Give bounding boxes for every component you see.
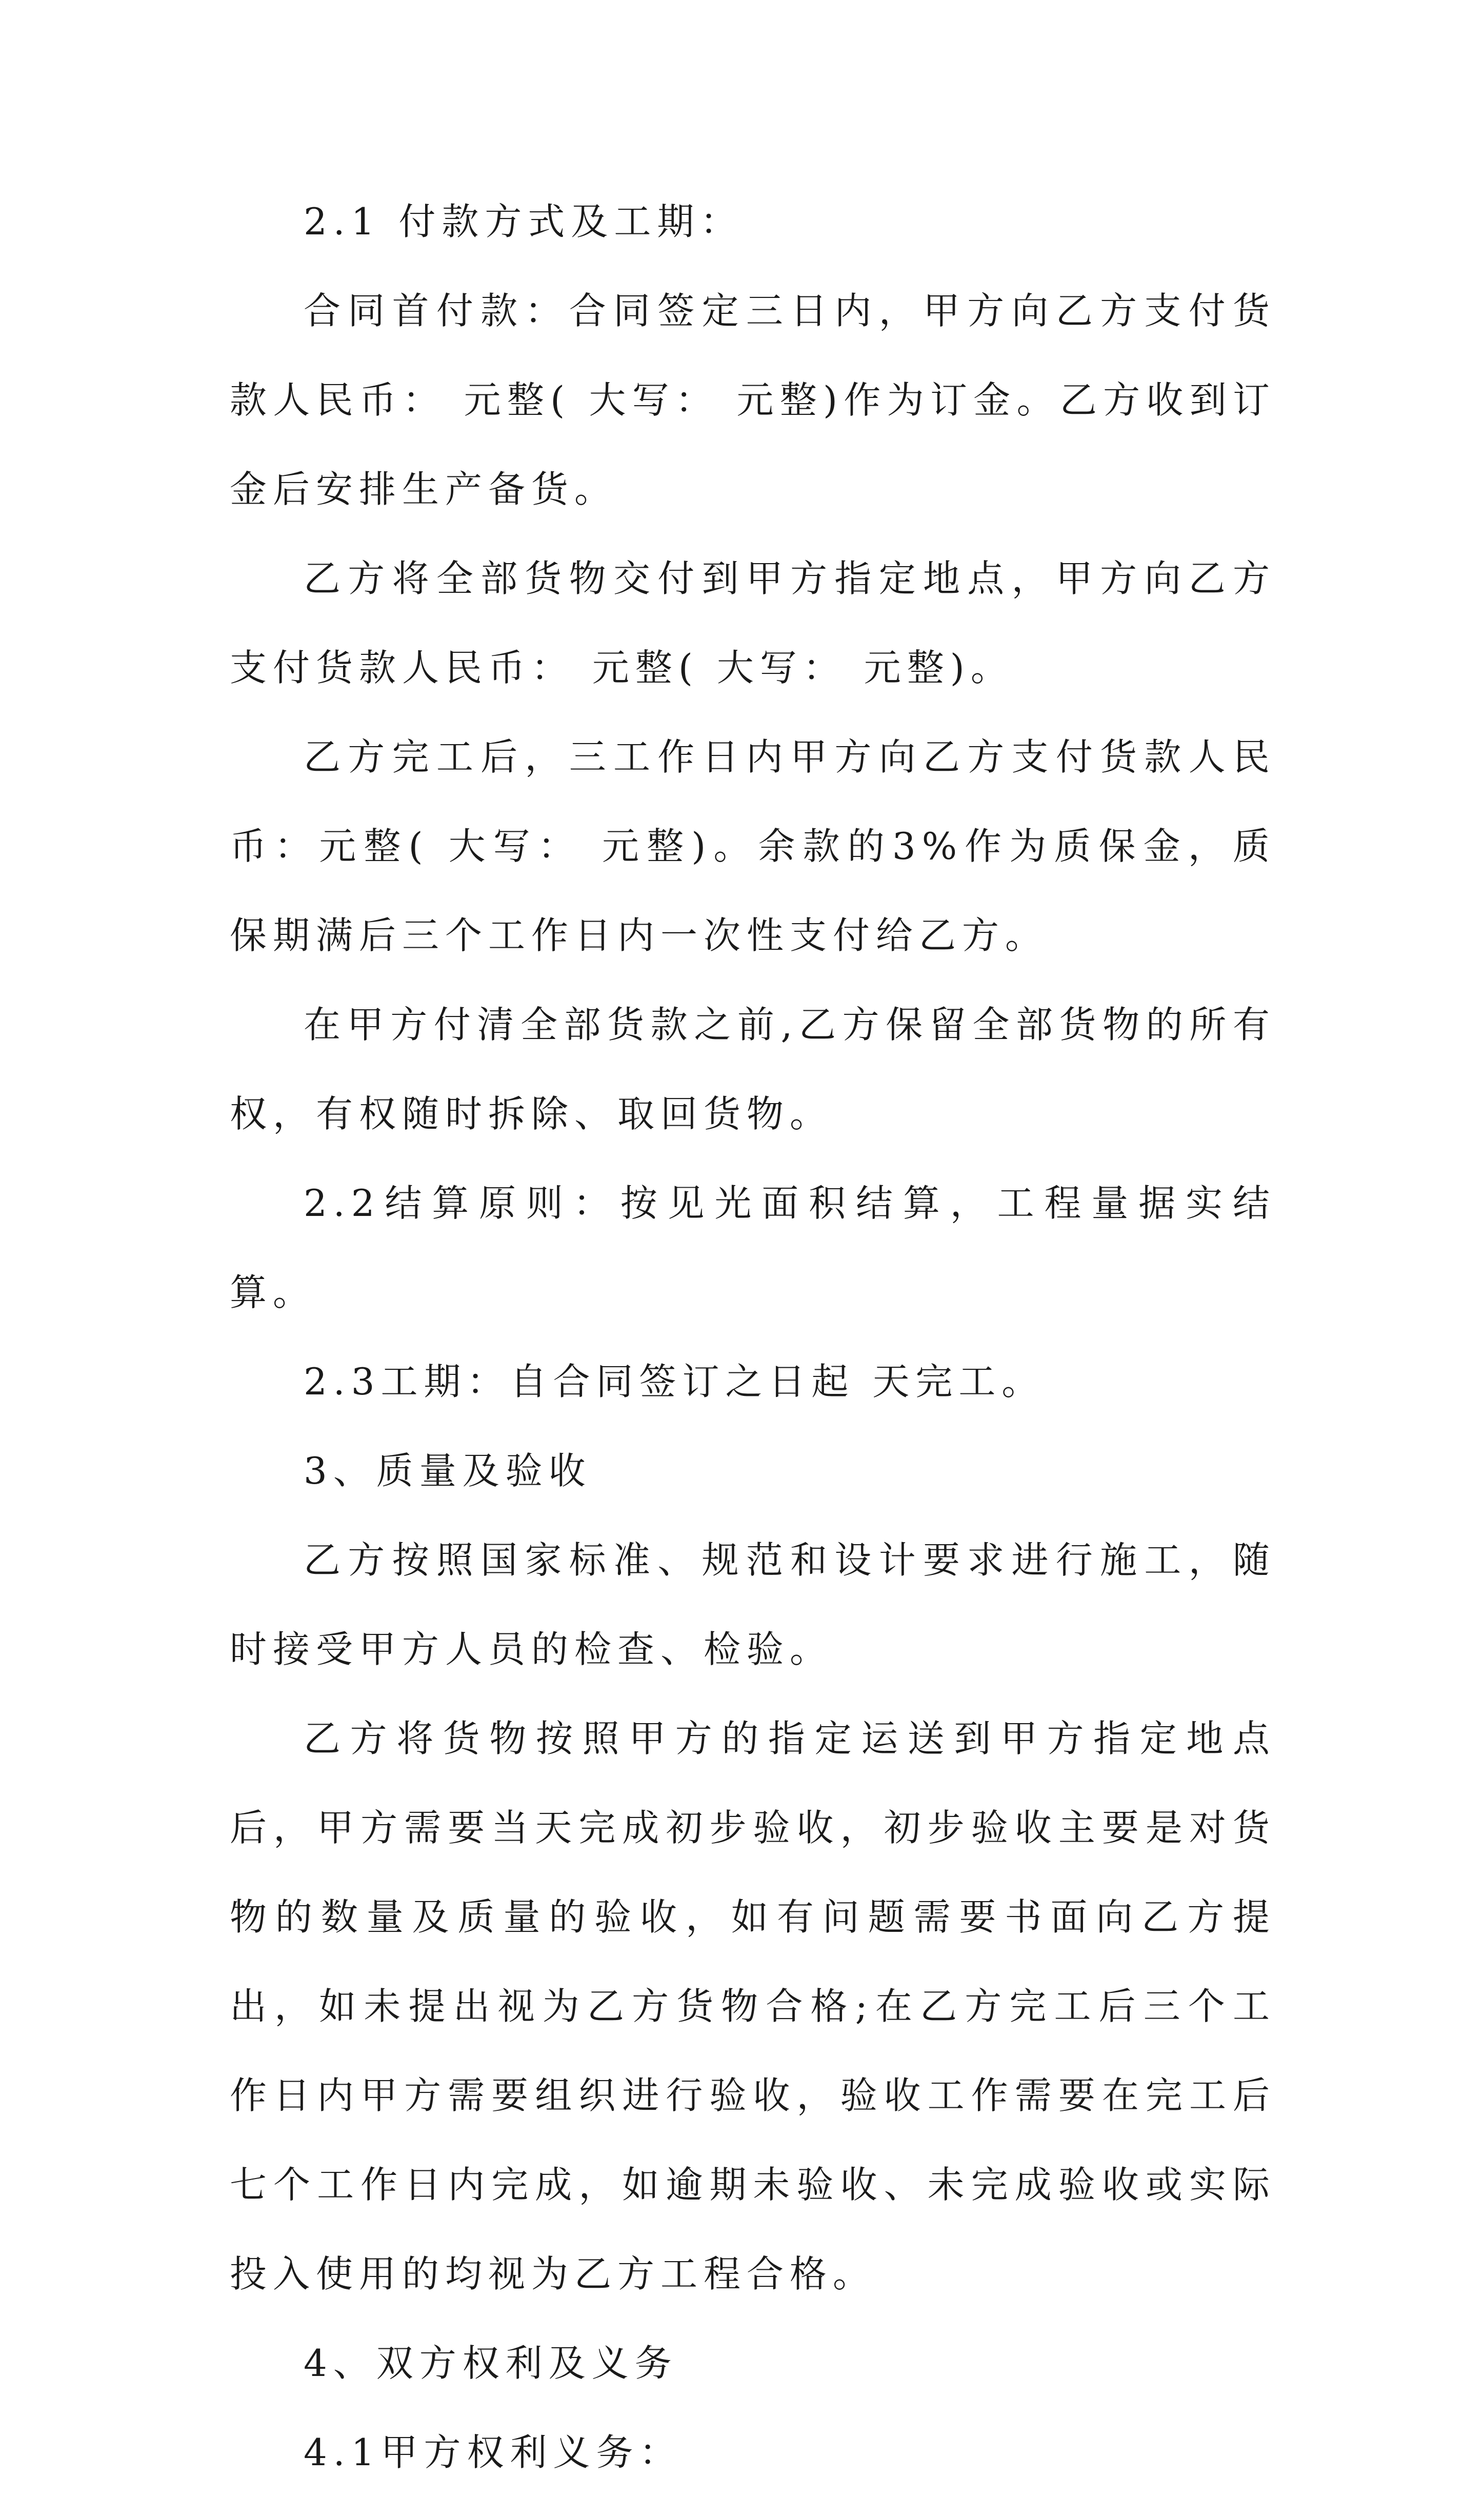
document-body xyxy=(230,177,1276,2497)
paragraph-completion-payment: 乙方完工后，三工作日内甲方向乙方支付货款人民币：元整( 大写： 元整)。余款的3%作为质保金，质保期满后三个工作日内一次性支付给乙方。 xyxy=(230,735,1276,957)
paragraph-party-a-rights: 4.1甲方权利义务： xyxy=(304,2431,683,2474)
paragraph-acceptance: 乙方将货物按照甲方的指定运送到甲方指定地点后，甲方需要当天完成初步验收，初步验收主要是对货物的数量及质量的验收，如有问题需要书面向乙方提出，如未提出视为乙方货物合格;在乙方完工后三个工作日内甲方需要组织进行验收，验收工作需要在完工后七个工作日内完成，如逾期未验收、未完成验收或实际投入使用的均视为乙方工程合格。 xyxy=(230,1717,1276,2295)
paragraph-delivery-payment: 乙方将全部货物交付到甲方指定地点，甲方向乙方支付货款人民币： 元整( 大写： 元整)。 xyxy=(230,557,1276,689)
section-heading-quality: 3、质量及验收 xyxy=(304,1449,592,1492)
paragraph-payment-heading: 2.1 付款方式及工期： xyxy=(304,200,744,243)
section-heading-rights: 4、双方权利及义务 xyxy=(304,2342,678,2385)
paragraph-ownership: 在甲方付清全部货款之前,乙方保留全部货物的所有权，有权随时拆除、取回货物。 xyxy=(230,1003,1276,1135)
paragraph-standards: 乙方按照国家标准、规范和设计要求进行施工，随时接受甲方人员的检查、检验。 xyxy=(230,1539,1276,1671)
paragraph-first-payment: 合同首付款：合同签定三日内，甲方向乙方支付货款人民币： 元整( 大写： 元整)作为订金。乙方收到订金后安排生产备货。 xyxy=(230,289,1276,511)
paragraph-settlement-principle: 2.2结算原则：按见光面积结算，工程量据实结算。 xyxy=(230,1182,1276,1314)
paragraph-construction-period: 2.3工期：自合同签订之日起 天完工。 xyxy=(304,1360,1045,1403)
